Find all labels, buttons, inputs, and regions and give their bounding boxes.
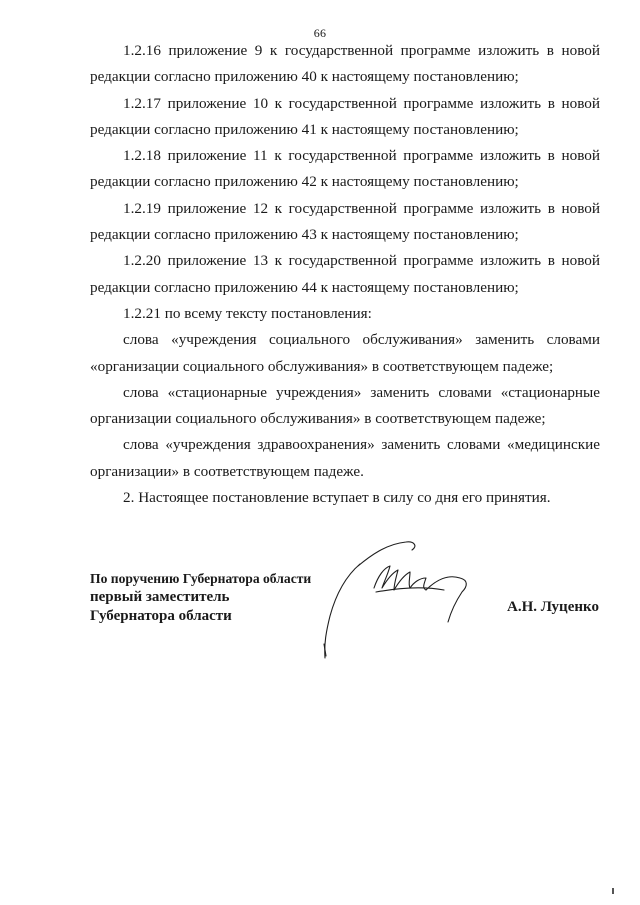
page-number: 66 <box>313 26 327 40</box>
scan-artifact <box>612 888 614 894</box>
paragraph-1-2-19: 1.2.19 приложение 12 к государственной программе изложить в новой редакции согласно приложению 43 к настоящему постановлению; <box>90 199 600 244</box>
signatory-name: А.Н. Луценко <box>507 599 599 615</box>
paragraph-1-2-18: 1.2.18 приложение 11 к государственной программе изложить в новой редакции согласно приложению 42 к настоящему постановлению; <box>90 147 600 191</box>
replacement-social-service: слова «учреждения социального обслуживания» заменить словами «организации социального обслуживания» в соответствующем падеже; <box>90 331 600 375</box>
paragraph-1-2-20: 1.2.20 приложение 13 к государственной программе изложить в новой редакции согласно приложению 44 к настоящему постановлению; <box>90 252 600 296</box>
paragraph-1-2-16: 1.2.16 приложение 9 к государственной программе изложить в новой редакции согласно приложению 40 к настоящему постановлению; <box>90 42 600 86</box>
signatory-title-line-3: Губернатора области <box>90 608 232 624</box>
paragraph-1-2-17: 1.2.17 приложение 10 к государственной программе изложить в новой редакции согласно приложению 41 к настоящему постановлению; <box>90 94 600 138</box>
replacement-stationary: слова «стационарные учреждения» заменить словами «стационарные организации социального обслуживания» в соответствующем падеже; <box>90 383 600 428</box>
signatory-title-line-1: По поручению Губернатора области <box>90 571 312 586</box>
document-body <box>90 38 600 511</box>
handwritten-signature <box>318 536 478 666</box>
signatory-title-line-2: первый заместитель <box>90 589 230 605</box>
paragraph-2-effective-date: 2. Настоящее постановление вступает в силу со дня его принятия. <box>123 489 551 507</box>
replacement-healthcare: слова «учреждения здравоохранения» заменить словами «медицинские организации» в соответствующем падеже. <box>90 436 600 480</box>
paragraph-1-2-21: 1.2.21 по всему тексту постановления: <box>123 304 372 322</box>
signatory-title-block <box>90 570 311 626</box>
